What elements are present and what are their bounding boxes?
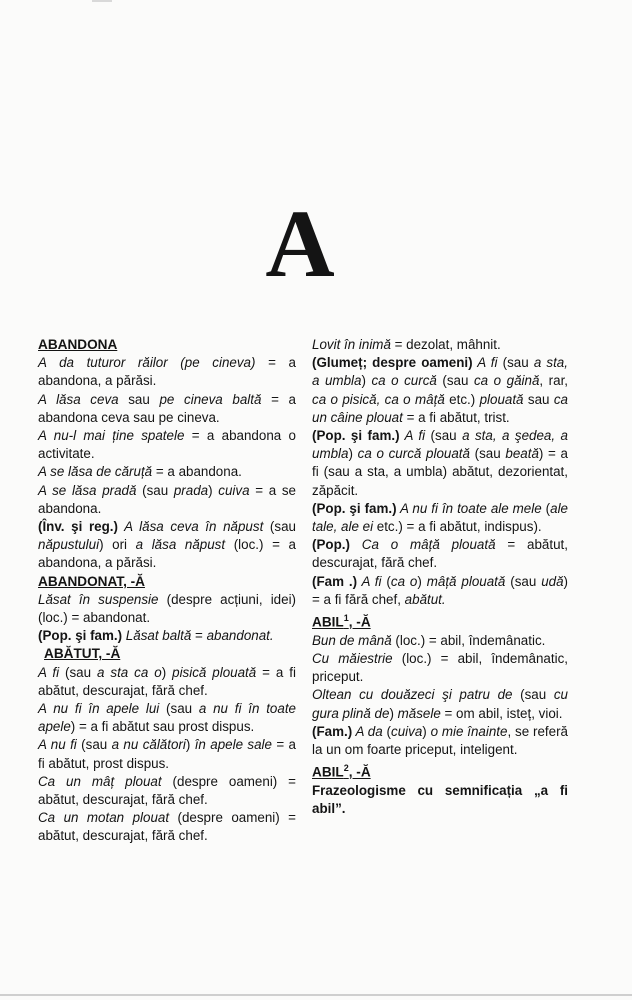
phrase-entry: A nu fi (sau a nu călători) în apele sale = a fi abătut, prost dispus. xyxy=(38,737,296,771)
phrase-entry: (Pop. şi fam.) A fi (sau a sta, a şedea, a umbla) ca o curcă plouată (sau beată) = a fi (sau a sta, a umbla) abătut, dezorientat, zăpăcit. xyxy=(312,428,569,498)
phrase-entry: Bun de mână (loc.) = abil, îndemânatic. xyxy=(312,632,546,648)
phrase-entry: A se lăsa de căruță = a abandona. xyxy=(38,464,242,480)
phrase-entry: Oltean cu douăzeci şi patru de (sau cu gura plină de) măsele = om abil, isteț, vioi. xyxy=(312,687,568,721)
phrase-entry: A fi (sau a sta ca o) pisică plouată = a fi abătut, descurajat, fără chef. xyxy=(38,664,297,698)
phrase-entry: A nu fi în apele lui (sau a nu fi în toate apele) = a fi abătut sau prost dispus. xyxy=(38,701,296,735)
entry-heading-abil-2: ABIL$^2$, -Ă xyxy=(312,763,371,780)
page-bottom-edge xyxy=(0,994,632,996)
entry-heading-abandonat: ABANDONAT, -Ă xyxy=(38,573,145,589)
section-letter: A xyxy=(265,190,335,297)
phrase-entry: A da tuturor răilor (pe cineva) = a abandona, a părăsi. xyxy=(38,355,296,389)
phrase-entry: A nu-l mai ține spatele = a abandona o activitate. xyxy=(38,428,296,462)
left-column xyxy=(38,336,296,846)
phrase-entry: (Înv. şi reg.) A lăsa ceva în năpust (sau năpustului) ori a lăsa năpust (loc.) = a abandona, a părăsi. xyxy=(38,519,296,571)
phrase-entry: Lovit în inimă = dezolat, mâhnit. xyxy=(312,337,501,352)
phrase-entry: (Pop. şi fam.) A nu fi în toate ale mele (ale tale, ale ei etc.) = a fi abătut, indispus). xyxy=(312,500,568,535)
section-note: Frazeologisme cu semnificația „a fi abil”. xyxy=(312,782,568,817)
phrase-entry: A se lăsa pradă (sau prada) cuiva = a se abandona. xyxy=(38,482,296,516)
phrase-entry: Cu măiestrie (loc.) = abil, îndemânatic, priceput. xyxy=(312,650,568,685)
phrase-entry: Ca un mâț plouat (despre oameni) = abătut, descurajat, fără chef. xyxy=(38,773,296,808)
phrase-entry: A lăsa ceva sau pe cineva baltă = a abandona ceva sau pe cineva. xyxy=(38,391,296,425)
entry-heading-abatut: ABĂTUT, -Ă xyxy=(44,646,121,662)
phrase-entry: Ca un motan plouat (despre oameni) = abătut, descurajat, fără chef. xyxy=(38,810,297,844)
top-edge-mark xyxy=(92,0,112,2)
right-column xyxy=(312,336,568,818)
entry-heading-abil-1: ABIL$^1$, -Ă xyxy=(312,613,371,630)
phrase-entry: (Fam.) A da (cuiva) o mie înainte, se referă la un om foarte priceput, inteligent. xyxy=(312,723,568,757)
phrase-entry: (Pop.) Ca o mâță plouată = abătut, descurajat, fără chef. xyxy=(312,537,568,571)
phrase-entry: Lăsat în suspensie (despre acțiuni, idei) (loc.) = abandonat. xyxy=(38,591,296,626)
entry-heading-abandona: ABANDONA xyxy=(38,337,118,352)
phrase-entry: (Pop. şi fam.) Lăsat baltă = abandonat. xyxy=(38,628,274,644)
phrase-entry: (Fam .) A fi (ca o) mâță plouată (sau udă) = a fi fără chef, abătut. xyxy=(312,573,569,607)
phrase-entry: (Glumeț; despre oameni) A fi (sau a sta, a umbla) ca o curcă (sau ca o găină, rar, ca o pisică, ca o mâță etc.) plouată sau ca un câine plouat = a fi abătut, trist. xyxy=(312,355,569,425)
